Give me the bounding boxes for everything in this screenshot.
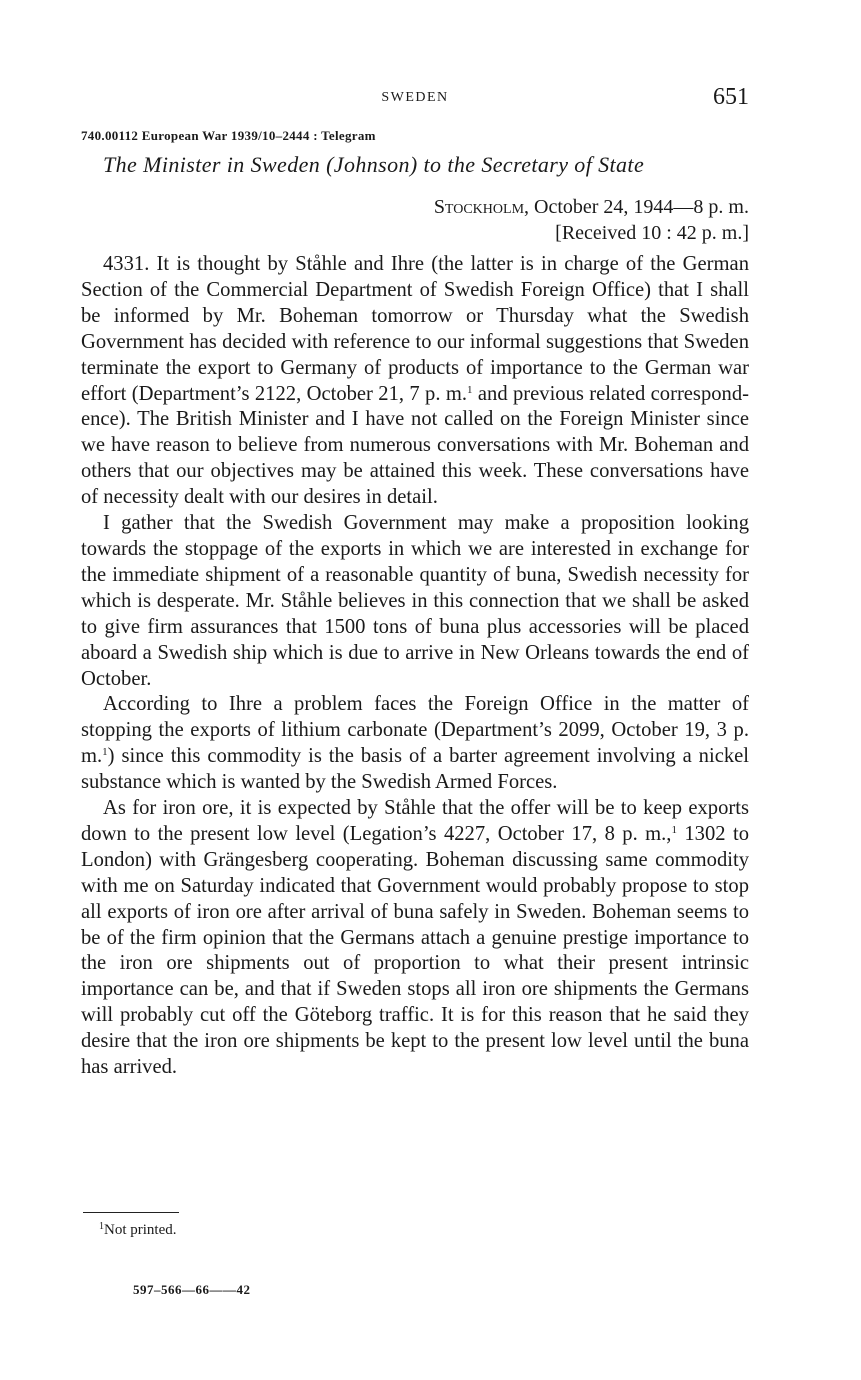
running-title: SWEDEN xyxy=(381,90,449,105)
dateline-date: , October 24, 1944—8 p. m. xyxy=(524,196,749,218)
document-heading: The Minister in Sweden (Johnson) to the Secretary of State xyxy=(103,152,645,177)
paragraph: 4331. It is thought by Ståhle and Ihre (the latter is in charge of the German Section of the Commercial Department of Swedish Foreign Office) that I shall be informed by Mr. Boheman tomorrow or Thursday what the Swedish Government has decided with reference to our informal suggestions that Sweden terminate the export to Germany of products of importance to the German war effort (Department’s 2122, October 21, 7 p. m.$^1$ and previous related correspondence). The British Minister and I have not called on the Foreign Minister since we have reason to believe from numerous conversations with Mr. Boheman and others that our objectives may be attained this week. These conversations have of necessity dealt with our desires in detail. xyxy=(81,253,749,509)
paragraph: I gather that the Swedish Government may make a proposition looking towards the stoppage of the exports in which we are interested in exchange for the immediate shipment of a reasonable quantity of buna, Swedish necessity for which is desperate. Mr. Ståhle believes in this connection that we shall be asked to give firm assurances that 1500 tons of buna plus accessories will be placed aboard a Swedish ship which is due to arrive in New Orleans towards the end of October. xyxy=(81,512,749,690)
running-head xyxy=(81,84,749,112)
received-time: [Received 10 : 42 p. m.] xyxy=(555,222,749,244)
document-page xyxy=(81,0,749,1380)
footnote xyxy=(99,1222,177,1239)
paragraph: As for iron ore, it is expected by Ståhle that the offer will be to keep exports down to the present low level (Legation’s 4227, October 17, 8 p. m.,$^1$ 1302 to London) with Grängesberg cooperating. Boheman discussing same commodity with me on Saturday indicated that Government would probably propose to stop all exports of iron ore after arrival of buna safely in Sweden. Boheman seems to be of the firm opinion that the Germans attach a genuine prestige importance to the iron ore shipments out of proportion to what their present intrinsic importance can be, and that if Sweden stops all iron ore shipments the Germans will probably cut off the Göteborg traffic. It is for this reason that he said they desire that the iron ore shipments be kept to the present low level until the buna has arrived. xyxy=(81,797,749,1079)
dateline-place: Stockholm xyxy=(433,196,525,218)
telegram-body xyxy=(81,252,749,1081)
file-reference: 740.00112 European War 1939/10–2444 : Telegram xyxy=(81,128,376,143)
footnote-divider xyxy=(83,1212,179,1213)
printer-mark: 597–566—66——42 xyxy=(133,1282,251,1297)
page-number: 651 xyxy=(713,84,749,110)
paragraph: According to Ihre a problem faces the Foreign Office in the matter of stopping the exports of lithium carbonate (Department’s 2099, October 19, 3 p. m.$^1$) since this commodity is the basis of a barter agreement involving a nickel substance which is wanted by the Swedish Armed Forces. xyxy=(81,693,749,794)
footnote-text: Not printed. xyxy=(104,1222,177,1238)
footnote-ref: 1 xyxy=(467,383,473,396)
footnote-ref: 1 xyxy=(671,823,677,836)
footnote-mark: 1 xyxy=(99,1221,104,1232)
footnote-ref: 1 xyxy=(102,746,108,759)
dateline xyxy=(434,196,749,219)
